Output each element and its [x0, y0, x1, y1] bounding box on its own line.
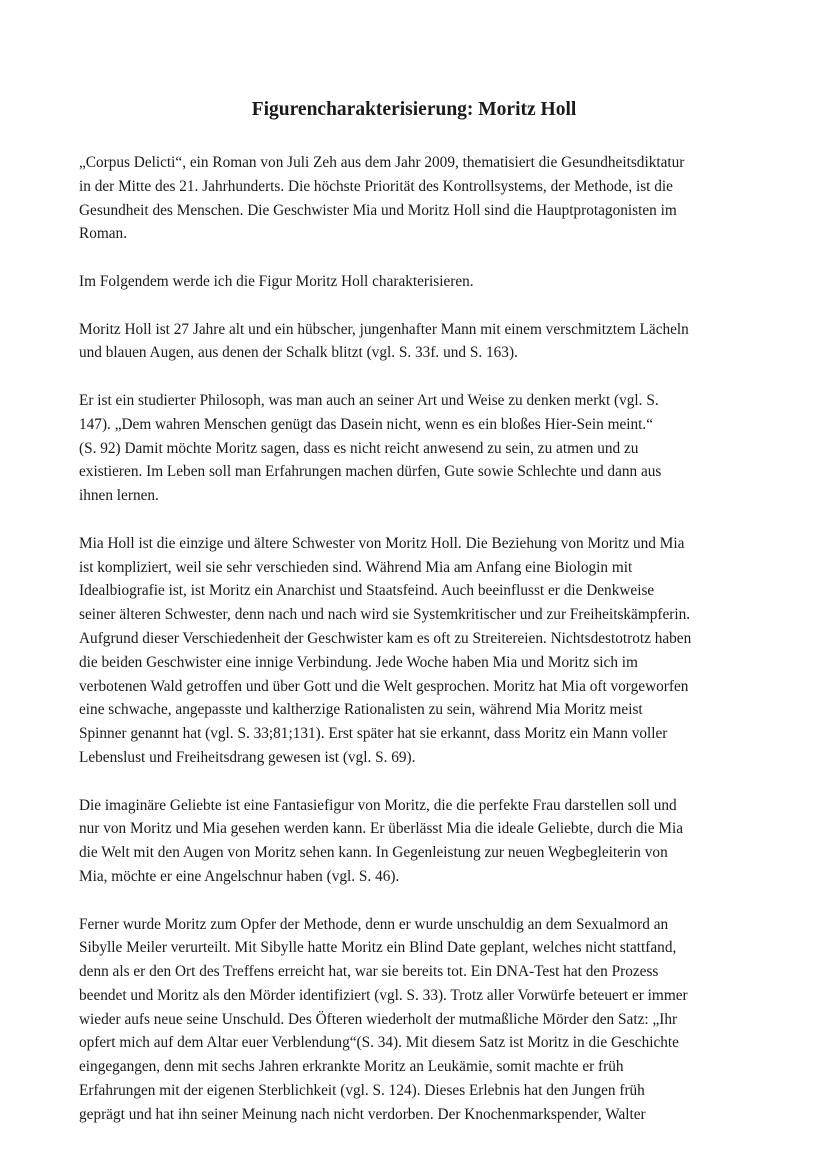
text-line: existieren. Im Leben soll man Erfahrungen machen dürfen, Gute sowie Schlechte und dann aus: [79, 463, 662, 481]
paragraph: [79, 270, 755, 294]
text-line: verbotenen Wald getroffen und über Gott und die Welt gesprochen. Moritz hat Mia oft vorgeworfen: [79, 677, 689, 695]
text-line: Idealbiografie ist, ist Moritz ein Anarchist und Staatsfeind. Auch beeinflusst er die Denkweise: [79, 582, 655, 600]
text-line: die Welt mit den Augen von Moritz sehen kann. In Gegenleistung zur neuen Wegbegleiterin von: [79, 844, 668, 862]
text-line: beendet und Moritz als den Mörder identifiziert (vgl. S. 33). Trotz aller Vorwürfe beteuert er immer: [79, 986, 688, 1004]
paragraph: [79, 913, 755, 1127]
paragraph: [79, 532, 755, 770]
document-title: Figurencharakterisierung: Moritz Holl: [251, 99, 577, 120]
text-line: Spinner genannt hat (vgl. S. 33;81;131). Erst später hat sie erkannt, dass Moritz ein Mann voller: [79, 725, 668, 743]
text-line: Mia, möchte er eine Angelschnur haben (vgl. S. 46).: [79, 867, 400, 885]
text-line: wieder aufs neue seine Unschuld. Des Öfteren wiederholt der mutmaßliche Mörder den Satz: „Ihr: [79, 1010, 678, 1028]
paragraph: [79, 318, 755, 366]
text-line: (S. 92) Damit möchte Moritz sagen, dass es nicht reicht anwesend zu sein, zu atmen und zu: [79, 439, 639, 457]
text-line: Mia Holl ist die einzige und ältere Schwester von Moritz Holl. Die Beziehung von Moritz und Mia: [79, 534, 685, 552]
text-line: Ferner wurde Moritz zum Opfer der Methode, denn er wurde unschuldig an dem Sexualmord an: [79, 915, 669, 933]
text-line: opfert mich auf dem Altar euer Verblendung“(S. 34). Mit diesem Satz ist Moritz in die Geschichte: [79, 1034, 679, 1052]
text-line: seiner älteren Schwester, denn nach und nach wird sie Systemkritischer und zur Freiheitskämpferin.: [79, 606, 691, 624]
paragraph: [79, 151, 755, 246]
text-line: Erfahrungen mit der eigenen Sterblichkeit (vgl. S. 124). Dieses Erlebnis hat den Jungen früh: [79, 1082, 645, 1100]
text-line: „Corpus Delicti“, ein Roman von Juli Zeh aus dem Jahr 2009, thematisiert die Gesundheitsdiktatur: [79, 154, 685, 171]
text-line: Roman.: [79, 225, 128, 243]
text-line: Im Folgendem werde ich die Figur Moritz Holl charakterisieren.: [79, 272, 474, 290]
text-line: ist kompliziert, weil sie sehr verschieden sind. Während Mia am Anfang eine Biologin mit: [79, 558, 633, 576]
text-line: nur von Moritz und Mia gesehen werden kann. Er überlässt Mia die ideale Geliebte, durch die Mia: [79, 820, 684, 838]
text-line: Gesundheit des Menschen. Die Geschwister Mia und Moritz Holl sind die Hauptprotagonisten im: [79, 201, 677, 219]
text-line: denn als er den Ort des Treffens erreicht hat, war sie bereits tot. Ein DNA-Test hat den Prozess: [79, 963, 659, 981]
text-line: Aufgrund dieser Verschiedenheit der Geschwister kam es oft zu Streitereien. Nichtsdestotrotz haben: [79, 629, 692, 647]
text-line: geprägt und hat ihn seiner Meinung nach nicht verdorben. Der Knochenmarkspender, Walter: [79, 1105, 646, 1123]
text-line: Die imaginäre Geliebte ist eine Fantasiefigur von Moritz, die die perfekte Frau darstellen soll und: [79, 796, 677, 814]
text-line: eine schwache, angepasste und kaltherzige Rationalisten zu sein, während Mia Moritz meist: [79, 701, 643, 719]
text-line: 147). „Dem wahren Menschen genügt das Dasein nicht, wenn es ein bloßes Hier-Sein meint.“: [79, 415, 654, 433]
text-line: Moritz Holl ist 27 Jahre alt und ein hübscher, jungenhafter Mann mit einem verschmitztem Lächeln: [79, 320, 689, 338]
text-line: in der Mitte des 21. Jahrhunderts. Die höchste Priorität des Kontrollsystems, der Methode, ist die: [79, 177, 673, 195]
paragraph: [79, 794, 755, 889]
text-line: Sibylle Meiler verurteilt. Mit Sibylle hatte Moritz ein Blind Date geplant, welches nicht stattfand,: [79, 939, 677, 957]
text-line: Lebenslust und Freiheitsdrang gewesen ist (vgl. S. 69).: [79, 748, 416, 766]
text-line: eingegangen, denn mit sechs Jahren erkrankte Moritz an Leukämie, somit machte er früh: [79, 1058, 624, 1076]
text-line: die beiden Geschwister eine innige Verbindung. Jede Woche haben Mia und Moritz sich im: [79, 653, 638, 671]
paragraph: [79, 389, 755, 508]
text-line: ihnen lernen.: [79, 487, 159, 505]
text-line: und blauen Augen, aus denen der Schalk blitzt (vgl. S. 33f. und S. 163).: [79, 344, 518, 362]
text-line: Er ist ein studierter Philosoph, was man auch an seiner Art und Weise zu denken merkt (vgl. S.: [79, 391, 659, 409]
document-body: [79, 151, 755, 1150]
